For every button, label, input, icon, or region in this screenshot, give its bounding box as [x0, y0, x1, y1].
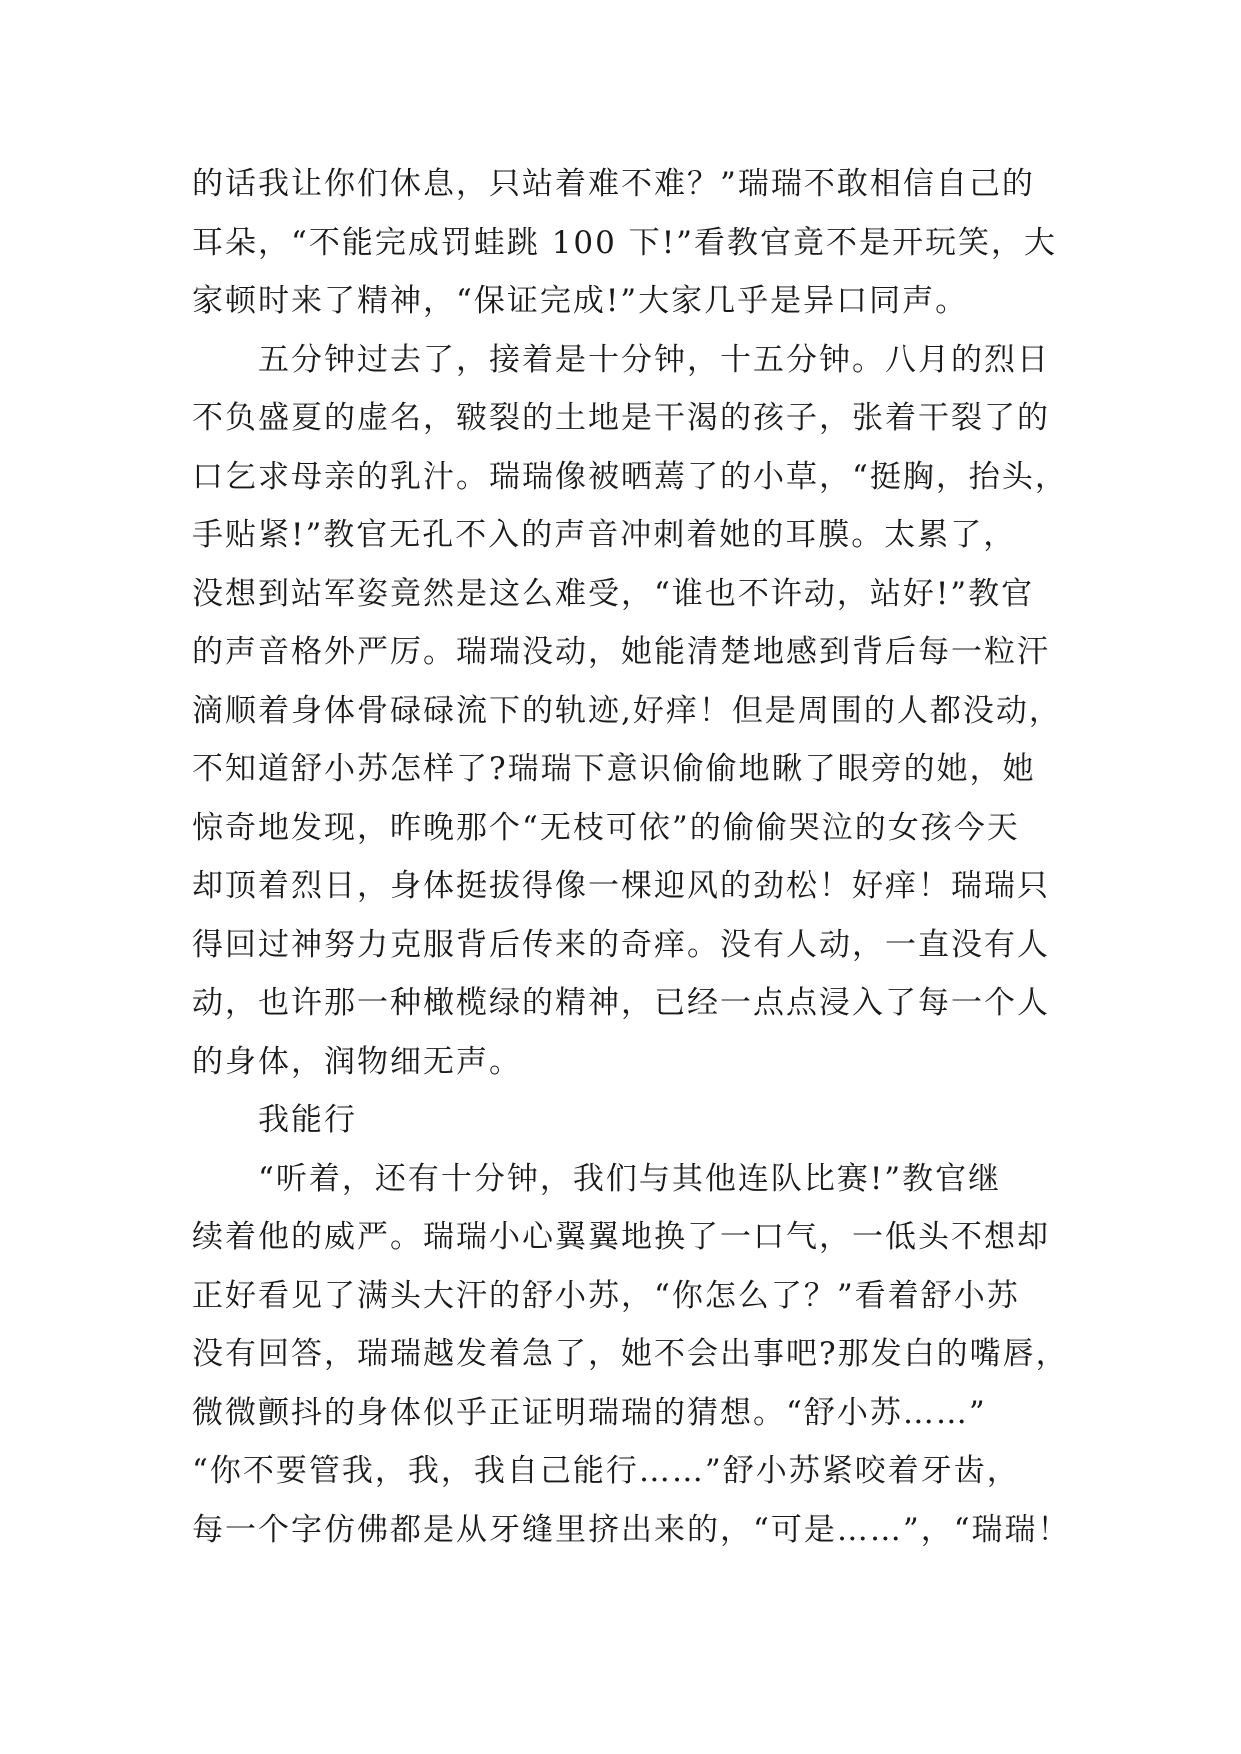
text-line: 正好看见了满头大汗的舒小苏，“你怎么了？”看着舒小苏: [192, 1277, 1020, 1314]
text-line: 的声音格外严厉。瑞瑞没动，她能清楚地感到背后每一粒汗: [192, 634, 1050, 670]
text-line: 微微颤抖的身体似乎正证明瑞瑞的猜想。“舒小苏……”: [192, 1394, 987, 1431]
text-line: 惊奇地发现，昨晚那个“无枝可依”的偷偷哭泣的女孩今天: [192, 809, 1020, 846]
text-line: 家顿时来了精神，“保证完成!”大家几乎是异口同声。: [192, 283, 969, 319]
text-line: 滴顺着身体骨碌碌流下的轨迹,好痒！但是周围的人都没动，: [192, 692, 1062, 729]
text-line: 五分钟过去了，接着是十分钟，十五分钟。八月的烈日: [192, 341, 1050, 378]
text-line: 没有回答，瑞瑞越发着急了，她不会出事吧?那发白的嘴唇，: [192, 1336, 1069, 1372]
text-line: 手贴紧!”教官无孔不入的声音冲刺着她的耳膜。太累了，: [192, 517, 1017, 553]
text-line: 却顶着烈日，身体挺拔得像一棵迎风的劲松！好痒！瑞瑞只: [192, 868, 1050, 904]
text-line: “你不要管我，我，我自己能行……”舒小苏紧咬着牙齿，: [192, 1453, 1020, 1489]
text-line: 得回过神努力克服背后传来的奇痒。没有人动，一直没有人: [192, 926, 1050, 963]
text-line: 没想到站军姿竟然是这么难受，“谁也不许动，站好!”教官: [192, 575, 1035, 612]
text-line: 口乞求母亲的乳汁。瑞瑞像被晒蔫了的小草，“挺胸，抬头，: [192, 458, 1068, 495]
text-line: 的话我让你们休息，只站着难不难？”瑞瑞不敢相信自己的: [192, 166, 1035, 202]
text-line: 不负盛夏的虚名，皲裂的土地是干渴的孩子，张着干裂了的: [192, 400, 1050, 436]
text-line: 不知道舒小苏怎样了?瑞瑞下意识偷偷地瞅了眼旁的她，她: [192, 751, 1036, 787]
text-line: 每一个字仿佛都是从牙缝里挤出来的，“可是……”，“瑞瑞！: [192, 1511, 1071, 1548]
text-line: 的身体，润物细无声。: [192, 1043, 522, 1080]
text-line: 耳朵，“不能完成罚蛙跳 100 下!”看教官竟不是开玩笑，大: [192, 224, 1058, 261]
section-heading: 我能行: [192, 1102, 357, 1138]
text-line: 动，也许那一种橄榄绿的精神，已经一点点浸入了每一个人: [192, 985, 1050, 1021]
body-text: [192, 155, 1072, 1559]
text-line: “听着，还有十分钟，我们与其他连队比赛!”教官继: [192, 1160, 1002, 1197]
text-line: 续着他的威严。瑞瑞小心翼翼地换了一口气，一低头不想却: [192, 1219, 1050, 1255]
